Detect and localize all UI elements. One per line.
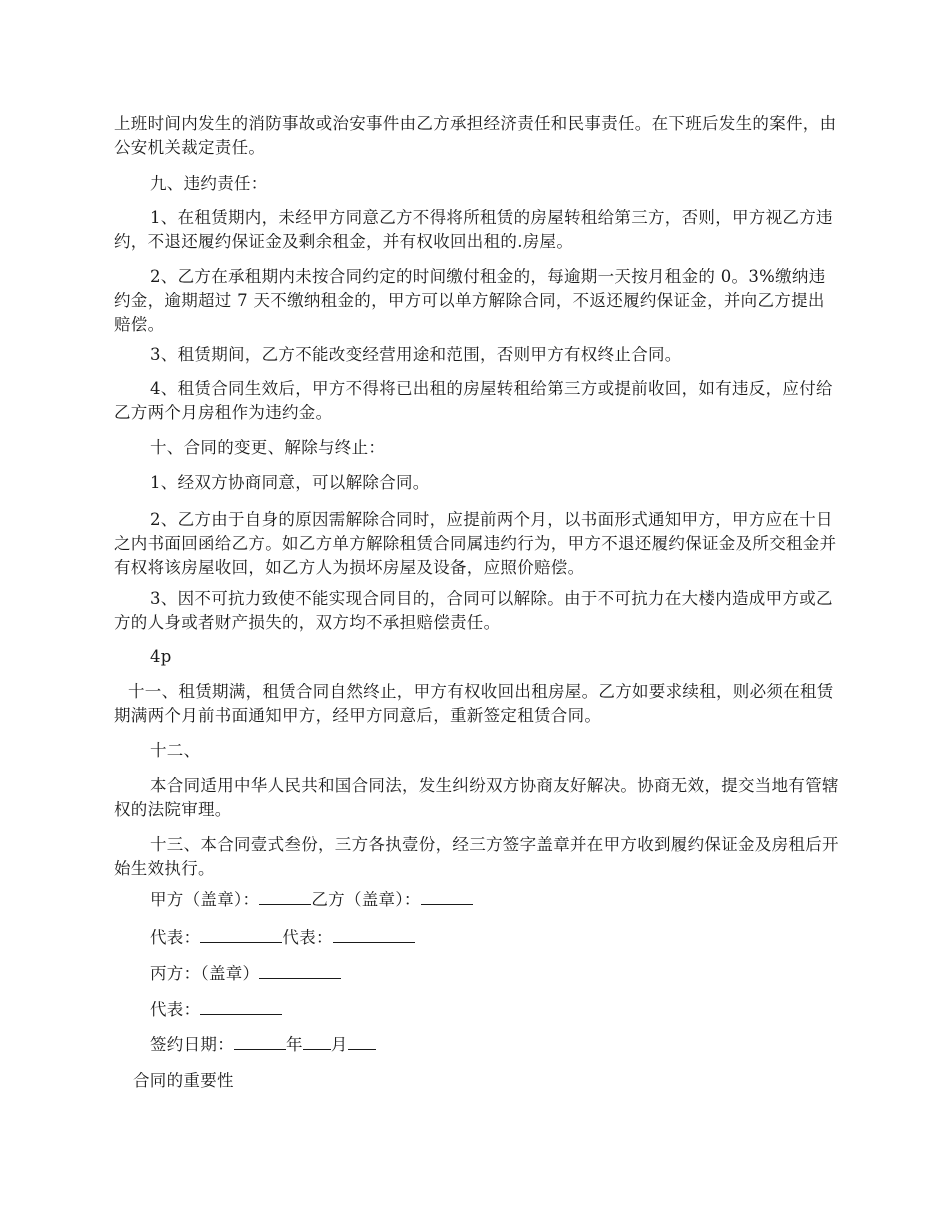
year-label: 年: [286, 1035, 303, 1054]
signature-line-date: [150, 1033, 376, 1057]
section-9-item-3: 3、租赁期间，乙方不能改变经营用途和范围，否则甲方有权终止合同。: [150, 345, 682, 364]
section-12-title: 十二、: [150, 741, 201, 760]
section-9-item-1: 1、在租赁期内，未经甲方同意乙方不得将所租赁的房屋转租给第三方，否则，甲方视乙方违约，不退还履约保证金及剩余租金，并有权收回出租的.房屋。: [114, 208, 833, 251]
rep-b-label: 代表：: [282, 928, 333, 947]
party-c-blank: [259, 962, 341, 979]
section-12-body: 本合同适用中华人民共和国合同法，发生纠纷双方协商友好解决。协商无效，提交当地有管辖权的法院审理。: [114, 776, 839, 819]
section-10-item-3: 3、因不可抗力致使不能实现合同目的，合同可以解除。由于不可抗力在大楼内造成甲方或乙方的人身或者财产损失的，双方均不承担赔偿责任。: [114, 589, 833, 632]
section-11: 十一、租赁期满，租赁合同自然终止，甲方有权收回出租房屋。乙方如要求续租，则必须在租赁期满两个月前书面通知甲方，经甲方同意后，重新签定租赁合同。: [114, 682, 834, 725]
party-a-blank: [259, 888, 311, 905]
rep-a-label: 代表：: [150, 928, 201, 947]
date-label: 签约日期：: [150, 1035, 234, 1054]
section-10-item-1: 1、经双方协商同意，可以解除合同。: [150, 473, 430, 492]
rep-a-blank: [200, 926, 282, 943]
paragraph-fire-liability: 上班时间内发生的消防事故或治安事件由乙方承担经济责任和民事责任。在下班后发生的案件，由公安机关裁定责任。: [114, 114, 837, 157]
rep-b-blank: [333, 926, 415, 943]
section-9-title: 九、违约责任：: [150, 174, 268, 193]
signature-line-parties-a-b: [150, 888, 473, 912]
signature-line-rep-c: [150, 998, 282, 1022]
month-blank: [303, 1033, 331, 1050]
section-10-item-2: 2、乙方由于自身的原因需解除合同时，应提前两个月，以书面形式通知甲方，甲方应在十日之内书面回函给乙方。如乙方单方解除租赁合同属违约行为，甲方不退还履约保证金及所交租金并有权将该房屋收回，如乙方人为损坏房屋及设备，应照价赔偿。: [114, 510, 837, 577]
party-b-blank: [421, 888, 473, 905]
month-label: 月: [330, 1035, 348, 1054]
party-b-label: 乙方（盖章）：: [311, 890, 421, 909]
section-9-item-2: 2、乙方在承租期内未按合同约定的时间缴付租金的，每逾期一天按月租金的 0。3%缴纳违约金，逾期超过 7 天不缴纳租金的，甲方可以单方解除合同，不返还履约保证金，并向乙方提出赔偿。: [114, 267, 826, 334]
day-blank: [348, 1033, 376, 1050]
rep-c-blank: [200, 998, 282, 1015]
year-blank: [234, 1033, 286, 1050]
section-13: 十三、本合同壹式叁份，三方各执壹份，经三方签字盖章并在甲方收到履约保证金及房租后开始生效执行。: [114, 835, 839, 878]
footer-heading: 合同的重要性: [133, 1071, 234, 1090]
party-a-label: 甲方（盖章）：: [150, 890, 260, 909]
signature-line-party-c: [150, 962, 341, 986]
rep-c-label: 代表：: [150, 1000, 201, 1019]
page-marker: 4p: [150, 647, 172, 666]
section-9-item-4: 4、租赁合同生效后，甲方不得将已出租的房屋转租给第三方或提前收回，如有违反，应付给乙方两个月房租作为违约金。: [114, 379, 833, 422]
section-10-title: 十、合同的变更、解除与终止：: [150, 438, 386, 457]
party-c-label: 丙方：（盖章）: [150, 964, 260, 983]
signature-line-representatives: [150, 926, 415, 950]
